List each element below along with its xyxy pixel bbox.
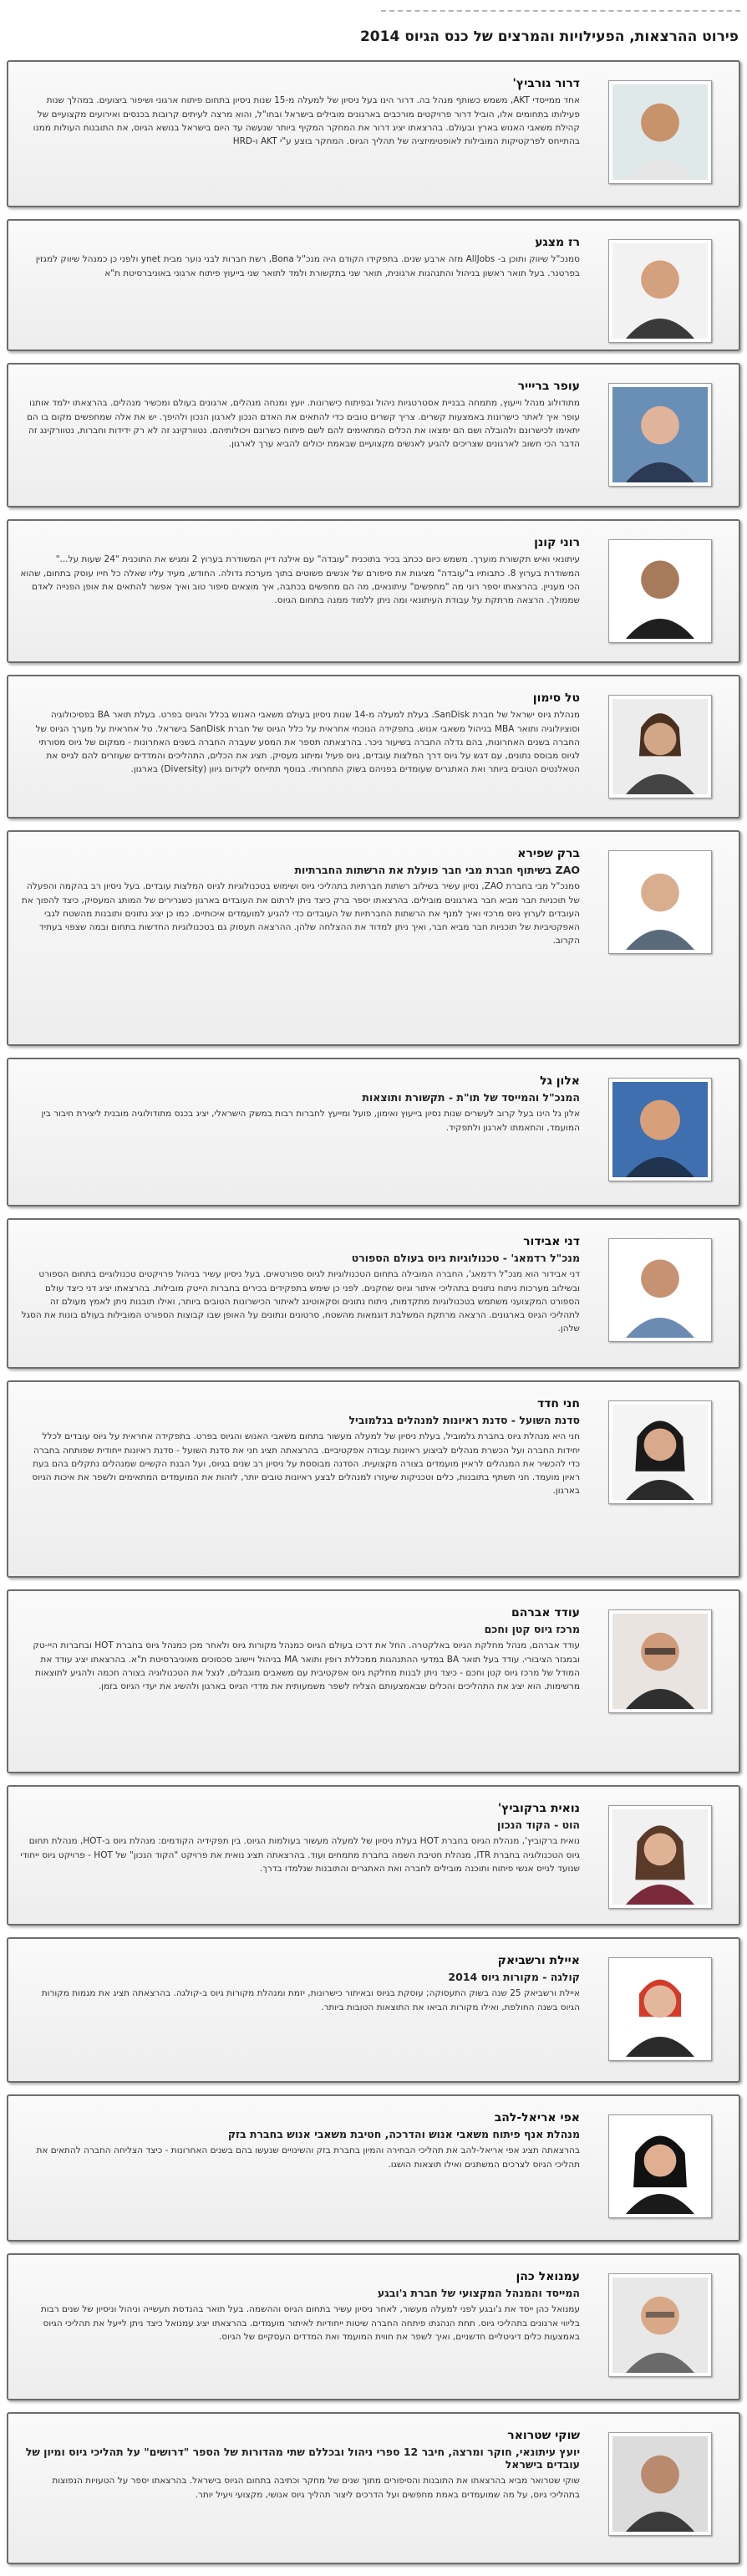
speaker-card: [7, 1937, 740, 2083]
speaker-role: יועץ עיתונאי, חוקר ומרצה, חיבר 12 ספרי ניהול ובכללם שתי מהדורות של הספר "דרושים" על תהליכי גיוס ומיון של עובדים בישראל: [25, 2446, 580, 2471]
speaker-photo: [608, 2432, 712, 2536]
speaker-photo: [608, 1238, 712, 1342]
person-icon: [612, 1405, 708, 1500]
speaker-card: [7, 60, 740, 207]
person-icon: [612, 1614, 708, 1709]
speaker-bio: נואית ברקוביץ', מנהלת הגיוס בחברת HOT בעלת ניסיון של למעלה מעשור בעולמות הגיוס. בין תפקידיה הקודמים: מנהלת גיוס ב-HOT, מנהלת תחום גיוס הטכנולוגיה בחברת ITR, מנהלת חטיבת השמה בחברת מתמחים ועוד. בהרצאתה תציג נואית את פרויקט "הקוד הנכון" של HOT - פרויקט גיוס ייחודי שנועד לגייס אנשי פיתוח ותוכנה מובילים לחברה ואת האתגרים והתובנות שנלמדו בדרך.: [20, 1836, 580, 1874]
person-icon: [612, 699, 708, 794]
speaker-card: [7, 519, 740, 663]
speaker-photo: [608, 1609, 712, 1713]
person-icon: [612, 84, 708, 180]
speaker-bio: אלון גל הינו בעל קרוב לעשרים שנות נסיון בייעוץ ואימון, פועל ומייעץ לחברות רבות במשק הישראלי, יציג בכנס מתודולוגיה מובנית ליצירת חיבור בין המועמד, והתאמתו לארגון ולתפקיד.: [41, 1109, 580, 1133]
page-title: פירוט ההרצאות, הפעילויות והמרצים של כנס הגיוס 2014: [359, 28, 739, 45]
person-icon: [612, 543, 708, 639]
speaker-bio: שוקי שטרואר מביא בהרצאתו את התובנות והסיפורים מתוך שנים של מחקר וכתיבה בתחום הגיוס בישראל. בהרצאתו יספר על הטעויות הנפוצות בתהליכי גיוס, על מה שמועמדים באמת מחפשים ועל הדרכים ליצור תהליך גיוס אנושי, מקצועי ויעיל יותר.: [52, 2476, 580, 2500]
speaker-name: אלון גל: [540, 1074, 580, 1089]
speaker-role: קולגה - מקורות גיוס 2014: [448, 1971, 580, 1984]
speaker-card: [7, 1589, 740, 1773]
speaker-name: רז מצגע: [535, 236, 580, 250]
speaker-photo: [608, 1805, 712, 1909]
speaker-role: מרכז גיוס קטן וחכם: [484, 1623, 580, 1636]
speaker-role: ZAO בשיתוף חברת מבי חבר פועלת את הרשתות החברתיות: [294, 864, 580, 877]
speaker-bio: סמנכ"ל מבי בחברת ZAO, נסיון עשיר בשילוב רשתות חברתיות בתהליכי גיוס ושימוש בטכנולוגיות לגיוס המלצות עובדים. בעל ניסיון רב בהקמה והפעלה של תוכניות חבר מביא חבר בארגונים מובילים. בהרצאתו יספר ברק כיצד ניתן לרתום את העובדים בארגון כשגרירים של המותג המעסיק, כיצד להפוך את העובדים לערוץ גיוס מרכזי ואיך למנף את הרשתות החברתיות של העובדים כדי להגיע למועמדים איכותיים. כמו כן יציג נתונים ותובנות מהשטח לגבי האפקטיביות של תוכניות חבר מביא חבר, ואיך ניתן למדוד את ההצלחה שלהן. ההרצאה תעסוק גם בטכנולוגיות החדשות בתחום ובמה שצפוי בעתיד הקרוב.: [21, 881, 580, 946]
speaker-name: איילת ורשביאק: [497, 1954, 580, 1968]
speaker-card: [7, 2094, 740, 2242]
speaker-photo: [608, 850, 712, 954]
speaker-name: דרור גורביץ': [512, 77, 580, 91]
person-icon: [612, 2119, 708, 2214]
speaker-photo: [608, 2273, 712, 2377]
speaker-bio: מתודולוג מנהל וייעוץ, מתמחה בבניית אסטרטגיות ניהול ובפיתוח כישרונות. יועץ ומנחה מנהלים, ארגונים בעולם ומכשיר מנהלים. בהרצאתו ילמד אותנו עופר איך לאתר כישרונות באמצעות קשרים. צריך קשרים טובים כדי להתאים את האדם הנכון לארגון הנכון ולהיפך. יש את אלה שמחפשים מקום בו הם יתאימו לכישרונם ולהובלה ושם הם ימצאו את הכלים המתאימים להם לשם פיתוח כשרונם ויכולותיהם. נטוורקינג זה לא רק ידידות וחברות, נטוורקינג זה הדבר הכי חשוב לארגונים שצריכים להגיע לאנשים מקצועיים שבאמת יכולים להביא ערך לארגון.: [26, 398, 580, 450]
speaker-bio: אחד ממייסדי AKT, משמש כשותף מנהל בה. דרור הינו בעל ניסיון של למעלה מ-15 שנות ניסיון בתחום פיתוח ארגוני ושיפור ביצועים. במהלך שנות פעילותו בתחומים אלו, הוביל דרור פרויקטים מורכבים בארגונים מובילים בישראל ובחו"ל, והוא מרצה לעיתים קרובות בכנסים ואירועים מקצועיים של קהילת משאבי האנוש בארץ ובעולם. בהרצאתו יציג דרור את המחקר המקיף ביותר שנעשה עד היום בישראל בנושא הגיוס, את התובנות העולות ממנו בהתייחס לפרקטיקות המובילות לאופטימיזציה של תהליך הגיוס. המחקר בוצע ע"י AKT ו-HRD: [33, 95, 580, 147]
speaker-bio: סמנכ"ל שיווק ותוכן ב- AllJobs מזה ארבע שנים. בתפקידו הקודם היה מנכ"ל Bona, רשת חברות לבני נוער מבית ynet ולפני כן כמנהל שיווק למגזין בפרטנר. בעל תואר ראשון בניהול והתנהגות ארגונית, תואר שני בתקשורת ולמד לתואר שני בייעוץ פיתוח ארגוני באוניברסיטת ת"א: [35, 254, 580, 278]
speaker-photo: [608, 239, 712, 343]
speaker-bio: עמנואל כהן ייסד את ג'ובגע לפני למעלה מעשור, לאחר ניסיון עשיר בתחום הגיוס וההשמה. בעל תואר בהנדסת תעשייה וניהול וניסיון של שנים רבות בליווי ארגונים בתהליכי גיוס. תחת הנהגתו פיתחה החברה שיטות ייחודיות לאיתור מועמדים. בהרצאתו יציג עמנואל כיצד ניתן לייעל את תהליכי הגיוס באמצעות כלים דיגיטליים חדשניים, ואיך לשפר את חווית המועמד ואת המדדים העסקיים של הגיוס.: [40, 2304, 580, 2342]
top-divider: [381, 10, 740, 12]
speaker-photo: [608, 695, 712, 798]
speaker-role: מנהלת אנף פיתוח משאבי אנוש והדרכה, חטיבת משאבי אנוש בחברת בזק: [227, 2128, 580, 2141]
person-icon: [612, 854, 708, 950]
speaker-name: עופר בריייר: [517, 380, 580, 394]
speaker-list: [7, 60, 740, 2564]
speaker-card: [7, 1058, 740, 1206]
speaker-card: [7, 1218, 740, 1369]
speaker-bio: עודד אברהם, מנהל מחלקת הגיוס באלקטרה. החל את דרכו בעולם הגיוס כמנהל מקורות גיוס ולאחר מכן כמנהל גיוס בחברת HOT ובחברות היי-טק ובמגזר הציבורי. עודד בעל תואר BA במדעי ההתנהגות ממכללת רופין ותואר MA בניהול ויישוב סכסוכים מאוניברסיטת ת"א. בהרצאתו יציג עודד את המודל של מרכז גיוס קטן וחכם - כיצד ניתן לבנות מחלקת גיוס אפקטיבית עם משאבים מוגבלים, לנצל את הטכנולוגיה בצורה חכמה ולהגיע לתוצאות מרשימות. הוא יציג את התהליכים והכלים שבאמצעותם הצליח לשפר משמעותית את מדדי הגיוס בארגון ולהשיג את יעדי הגיוס בזמן.: [33, 1640, 580, 1692]
speaker-bio: מנהלת גיוס ישראל של חברת SanDisk. בעלת למעלה מ-14 שנות ניסיון בעולם משאבי האנוש בכלל והגיוס בפרט. בעלת תואר BA בפסיכולוגיה וסוציולוגיה ותואר MBA בניהול משאבי אנוש. בתפקידה הנוכחי אחראית על כלל הגיוס של חברת SanDisk בישראל. טל אחראית על מערך הגיוס של החברה בשנים האחרונות, בהם גדלה החברה בשיעור ניכר. בהרצאתה תספר את המסע שעברה החברה בשנים האחרונות - ממקום של גיוס מסורתי לגיוס מבוסס נתונים, עם דגש על גיוס דרך המלצות עובדים, גיוס פעיל ומיתוג מעסיק. תציג את הכלים, התהליכים והמדדים שעוזרים להם לגייס את הטאלנטים הטובים ביותר ואת האתגרים שעומדים בפניהם בשוק התחרותי. בנוסף תתייחס לקידום גיוון (Diversity) בארגון.: [35, 710, 580, 775]
speaker-photo: [608, 539, 712, 643]
speaker-name: עמנואל כהן: [516, 2270, 580, 2284]
speaker-photo: [608, 1078, 712, 1181]
person-icon: [612, 1082, 708, 1177]
speaker-name: ברק שפירא: [517, 847, 580, 861]
speaker-name: שוקי שטרואר: [507, 2429, 580, 2443]
person-icon: [612, 243, 708, 339]
speaker-bio: עיתונאי ואיש תקשורת מוערך. משמש כיום ככתב בכיר בתוכנית "עובדה" עם אילנה דיין המשודרת בערוץ 2 ומגיש את התוכנית "24 שעות על..." המשודרת בערוץ 8. כתבותיו ב"עובדה" מציגות את סיפורם של אנשים פשוטים בתוך מערכת גדולה. החודש, מעיד עליו שאלה כל חייו עוסק בתחום, שהוא הכי מעניין. בהרצאתו יספר רוני מה "מחפשים" עיתונאים, מה הם מחפשים בכתבה, איך מוצאים סיפור טוב ואיך אפשר להתאים את אופן הפנייה לאדם שממולך. הרצאה מרתקת על עבודת העיתונאי ומה ניתן ללמוד ממנה בתחום הגיוס.: [20, 554, 580, 606]
speaker-bio: בהרצאתה תציג אפי אריאל-להב את תהליכי הבחירה והמיון בחברת בזק והשינויים שנעשו בהם בשנים האחרונות - כיצד הצליחה החברה להתאים את תהליכי הגיוס לצרכים המשתנים ואילו תוצאות הושגו.: [36, 2145, 580, 2170]
speaker-name: רוני קונן: [534, 536, 580, 550]
person-icon: [612, 387, 708, 482]
speaker-bio: דני אבידור הוא מנכ"ל רדמאג', החברה המובילה בתחום הטכנולוגיות לגיוס ספורטאים. בעל ניסיון עשיר בניהול פרויקטים טכנולוגיים בתחום הספורט ובשילוב מערכות ניתוח נתונים בתהליכי איתור וגיוס שחקנים. לפני כן שימש בתפקידים בכירים בחברות הייטק מובילות. בהרצאתו יציג דני כיצד עולם הספורט המקצועני משתמש בטכנולוגיות מתקדמות, ניתוח נתונים וסקאוטינג לאיתור הכישרונות הטובים ביותר, ואילו תובנות ניתן לאמץ מעולם זה לתהליכי הגיוס בארגונים. הרצאה מרתקת המשלבת דוגמאות מהשטח, סרטונים ונתונים על האופן שבו קבוצות הספורט המובילות בעולם בונות את הסגל שלהן.: [21, 1269, 580, 1334]
speaker-role: המייסד והמנהל המקצועי של חברת ג'ובגע: [377, 2287, 580, 2300]
person-icon: [612, 1809, 708, 1905]
speaker-role: סדנת השועל - סדנת ראיונות למנהלים בגלמוביל: [348, 1414, 580, 1427]
speaker-card: [7, 1380, 740, 1578]
speaker-role: המנכ"ל והמייסד של תו"ת - תקשורת ותוצאות: [362, 1091, 580, 1104]
speaker-name: טל סימון: [532, 691, 580, 706]
speaker-photo: [608, 1400, 712, 1504]
speaker-card: [7, 1785, 740, 1926]
speaker-name: חני חדד: [536, 1397, 580, 1411]
person-icon: [612, 1961, 708, 2057]
speaker-photo: [608, 383, 712, 487]
speaker-bio: איילת ורשביאק 25 שנה בשוק התעסוקה; עוסקת בגיוס ובאיתור כישרונות, יזמת ומנהלת מקורות גיוס ב-קולגה. בהרצאתה תציג את מגמות מקורות הגיוס בשנה החולפת, ואילו מקורות הביאו את התוצאות הטובות ביותר.: [41, 1988, 580, 2012]
speaker-name: אפי אריאל-להב: [494, 2111, 580, 2125]
speaker-card: [7, 2412, 740, 2564]
speaker-card: [7, 219, 740, 351]
speaker-photo: [608, 80, 712, 184]
person-icon: [612, 2436, 708, 2532]
speaker-name: דני אבידור: [523, 1235, 580, 1249]
speaker-card: [7, 830, 740, 1046]
speaker-card: [7, 363, 740, 508]
speaker-role: מנכ"ל רדמאג' - טכנולוגיות גיוס בעולם הספורט: [351, 1252, 580, 1265]
speaker-name: עודד אברהם: [511, 1606, 580, 1620]
speaker-photo: [608, 2114, 712, 2218]
speaker-name: נואית ברקוביץ': [497, 1802, 580, 1816]
person-icon: [612, 1242, 708, 1338]
speaker-card: [7, 675, 740, 819]
speaker-bio: חני היא מנהלת גיוס בחברת גלמוביל, בעלת ניסיון של למעלה מעשור בתחום משאבי האנוש והגיוס בפרט. בתפקידה אחראית על גיוס עובדים לכלל יחידות החברה ועל הכשרת מנהלים לביצוע ראיונות עבודה אפקטיביים. בהרצאתה תציג חני את סדנת השועל - סדנת ראיונות ייחודית שפותחה בחברה כדי להכשיר את המנהלים לראיין מועמדים בצורה מקצועית. הסדנה מבוססת על ניסיון רב שנים בגיוס, ועל הבנת הקשיים שמנהלים נתקלים בהם בעת ראיון מועמד. חני תשתף בתובנות, כלים וטכניקות שיעזרו למנהלים לבצע ראיונות טובים יותר, לזהות את המועמדים המתאימים ולשפר את איכות הגיוס בארגון.: [32, 1431, 580, 1497]
person-icon: [612, 2278, 708, 2373]
speaker-role: הוט - הקוד הנכון: [497, 1819, 580, 1832]
speaker-card: [7, 2253, 740, 2400]
speaker-photo: [608, 1957, 712, 2061]
